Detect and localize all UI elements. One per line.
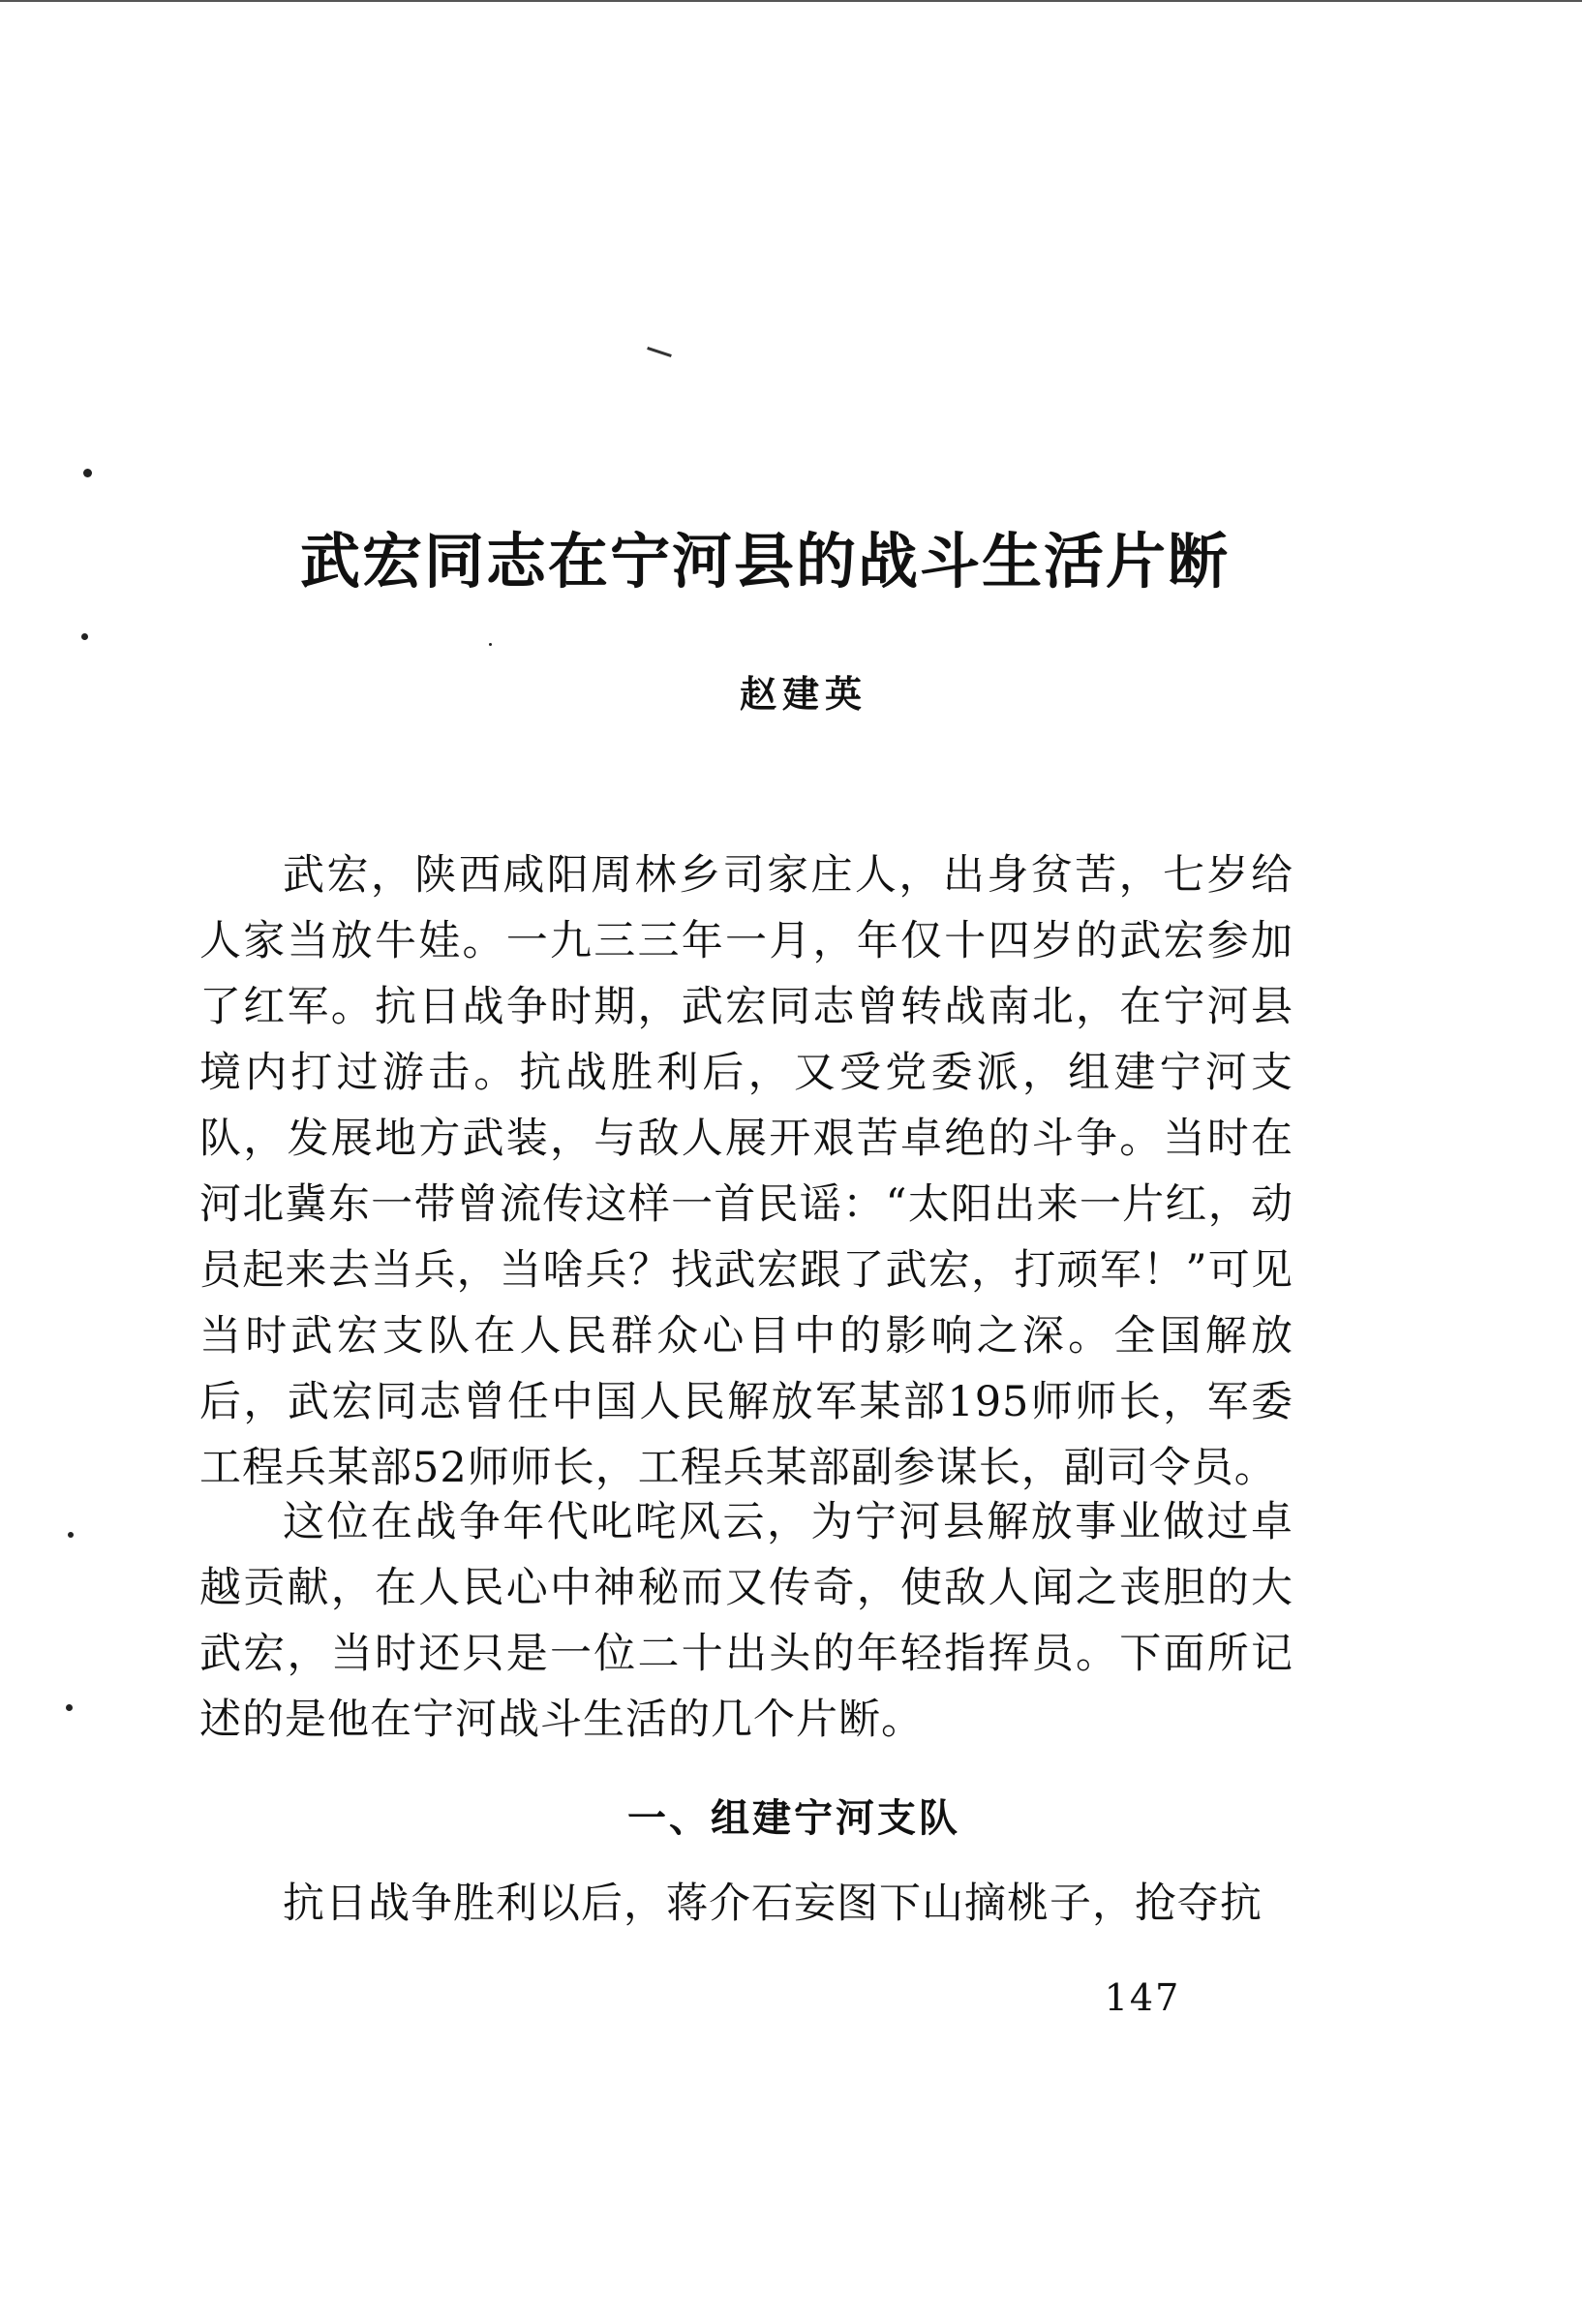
- section-heading: 一、组建宁河支队: [627, 1796, 960, 1841]
- article-title: 武宏同志在宁河县的战斗生活片断: [299, 526, 1230, 596]
- scan-speck: [489, 643, 492, 646]
- scan-speck: [68, 1532, 74, 1538]
- scan-speck: [66, 1704, 73, 1711]
- scan-speck: [81, 633, 88, 640]
- page-number: 147: [1104, 1976, 1181, 2019]
- section-paragraph: 抗日战争胜利以后，蒋介石妄图下山摘桃子，抢夺抗: [283, 1880, 1263, 1928]
- article-author: 赵建英: [739, 673, 867, 716]
- scan-top-edge: [0, 0, 1582, 2]
- body-paragraph: 武宏，陕西咸阳周林乡司家庄人，出身贫苦，七岁给人家当放牛娃。一九三三年一月，年仅十四岁的武宏参加了红军。抗日战争时期，武宏同志曾转战南北，在宁河县境内打过游击。抗战胜利后，又受党委派，组建宁河支队，发展地方武装，与敌人展开艰苦卓绝的斗争。当时在河北冀东一带曾流传这样一首民谣：“太阳出来一片红，动员起来去当兵，当啥兵？找武宏跟了武宏，打顽军！”可见当时武宏支队在人民群众心目中的影响之深。全国解放后，武宏同志曾任中国人民解放军某部195师师长，军委工程兵某部52师师长，工程兵某部副参谋长，副司令员。: [199, 851, 1293, 1492]
- scan-dash-mark: [647, 347, 672, 357]
- body-paragraph: 这位在战争年代叱咤风云，为宁河县解放事业做过卓越贡献，在人民心中神秘而又传奇，使敌人闻之丧胆的大武宏，当时还只是一位二十出头的年轻指挥员。下面所记述的是他在宁河战斗生活的几个片断。: [199, 1498, 1293, 1744]
- scan-speck: [83, 469, 92, 477]
